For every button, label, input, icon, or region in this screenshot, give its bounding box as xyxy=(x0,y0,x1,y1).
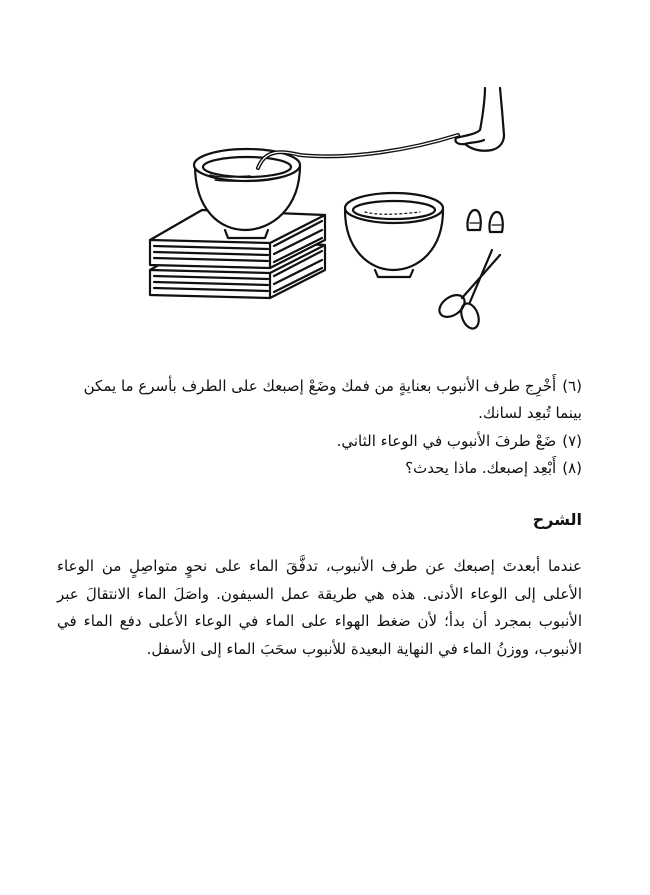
explanation-heading: الشرح xyxy=(532,510,582,529)
siphon-illustration xyxy=(140,80,520,330)
step-7-text: ضَعْ طرفَ الأنبوب في الوعاء الثاني. xyxy=(336,432,557,450)
step-8-text: أَبْعِد إصبعك. ماذا يحدث؟ xyxy=(405,459,557,477)
explanation-body: عندما أبعدتَ إصبعك عن طرف الأنبوب، تدفَّقَ الماء على نحوٍ متواصِلٍ من الوعاء الأعلى إلى الوعاء الأدنى. هذه هي طريقة عمل السيفون. واصَلَ الماء الانتقالَ عبر الأنبوب بمجرد أن بدأ؛ لأن ضغط الهواء على الماء في الوعاء الأعلى دفع الماء في الأنبوب، ووزنُ الماء في النهاية البعيدة للأنبوب سحَبَ الماء إلى الأسفل. xyxy=(57,557,582,658)
step-8 xyxy=(405,455,582,482)
scissors-icon xyxy=(435,250,500,330)
step-6-text: أَخْرِج طرف الأنبوب بعنايةٍ من فمك وضَعْ إصبعك على الطرف بأسرع ما يمكن بينما تُبعِد لسانك. xyxy=(83,377,582,422)
step-7-number: (٧) xyxy=(562,432,582,450)
step-7 xyxy=(337,428,582,455)
step-6 xyxy=(62,373,582,427)
clay-pieces-icon xyxy=(467,210,502,232)
step-6-number: (٦) xyxy=(562,377,582,395)
lower-bowl-icon xyxy=(345,193,443,277)
hand-icon xyxy=(455,88,504,151)
step-8-number: (٨) xyxy=(562,459,582,477)
